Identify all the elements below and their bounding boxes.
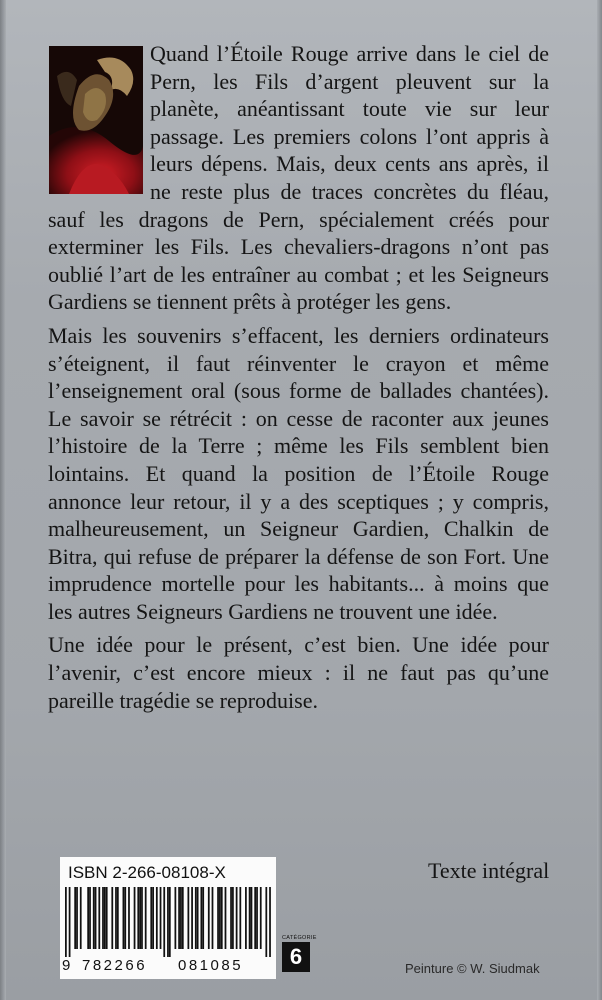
barcode-bar: [163, 887, 165, 957]
cover-left-edge: [0, 0, 6, 1000]
barcode-bar: [219, 887, 221, 949]
barcode-bar: [89, 887, 91, 949]
barcode-bar: [230, 887, 232, 949]
barcode-bar: [245, 887, 247, 949]
barcode-bar: [74, 887, 76, 949]
barcode-bar: [178, 887, 180, 949]
barcode-bar: [249, 887, 251, 949]
blurb-text: [48, 40, 549, 714]
barcode-bar: [102, 887, 104, 949]
barcode-bar: [160, 887, 162, 949]
category-badge: [282, 934, 317, 972]
barcode-bar: [145, 887, 147, 949]
barcode-bar: [217, 887, 219, 949]
barcode-bar: [117, 887, 119, 949]
barcode-bar: [254, 887, 256, 949]
barcode-bar: [98, 887, 100, 949]
blurb-paragraph-2: Mais les souvenirs s’effacent, les derniers ordinateurs s’éteignent, il faut réinventer le crayon et même l’enseignement oral (sous forme de ballades chantées). Le savoir se rétrécit : on cesse de raconter aux jeunes l’histoire de la Terre ; même les Fils semblent bien lointains. Et quand la position de l’Étoile Rouge annonce leur retour, il y a des sceptiques ; y compris, malheureusement, un Seigneur Gardien, Chalkin de Bitra, qui refuse de préparer la défense de son Fort. Une imprudence mortelle pour les habitants... à moins que les autres Seigneurs Gardiens ne trouvent une idée.: [48, 322, 549, 624]
illustration-credit: Peinture © W. Siudmak: [405, 961, 540, 976]
ean-left-digits: 782266: [82, 957, 148, 974]
barcode-bar: [208, 887, 210, 949]
barcode-bar: [87, 887, 89, 949]
barcode-bar: [106, 887, 108, 949]
barcode-bar: [202, 887, 204, 949]
barcode-bar: [156, 887, 158, 949]
category-number: 6: [282, 942, 310, 972]
barcode-bar: [95, 887, 97, 949]
barcode-bar: [236, 887, 238, 949]
isbn-barcode-box: [60, 857, 276, 979]
barcode-bar: [251, 887, 253, 949]
barcode-bar: [128, 887, 130, 949]
isbn-label: ISBN 2-266-08108-X: [68, 863, 226, 882]
barcode-bar: [76, 887, 78, 949]
blurb-paragraph-1: Quand l’Étoile Rouge arrive dans le ciel de Pern, les Fils d’argent pleuvent sur la planète, anéantissant toute vie sur leur passage. Les premiers colons l’ont appris à leurs dépens. Mais, deux cents ans après, il ne reste plus de traces concrètes du fléau, sauf les dragons de Pern, spécialement créés pour exterminer les Fils. Les chevaliers-dragons n’ont pas oublié l’art de les entraîner au combat ; et les Seigneurs Gardiens se tiennent prêts à protéger les gens.: [48, 41, 549, 315]
barcode-bar: [115, 887, 117, 949]
barcode-bar: [93, 887, 95, 949]
barcode-bar: [152, 887, 154, 949]
barcode-bar: [150, 887, 152, 949]
barcode-bar: [212, 887, 214, 949]
barcode-bar: [123, 887, 125, 949]
ean-first-digit: 9: [62, 957, 71, 974]
barcode-bar: [225, 887, 227, 949]
barcode-bar: [69, 887, 71, 957]
edition-note: Texte intégral: [428, 858, 550, 883]
barcode-bar: [221, 887, 223, 949]
blurb-paragraph-3: Une idée pour le présent, c’est bien. Une idée pour l’avenir, c’est encore mieux : il ne faut pas qu’une pareille tragédie se reproduise.: [48, 632, 549, 713]
barcode-bar: [175, 887, 177, 949]
barcode-bar: [265, 887, 267, 957]
ean-right-digits: 081085: [178, 957, 244, 974]
barcode-bar: [139, 887, 141, 949]
barcode-bar: [111, 887, 113, 949]
barcode-bar: [137, 887, 139, 949]
category-label: CATÉGORIE: [282, 935, 317, 941]
barcode-bar: [182, 887, 184, 949]
barcode-bar: [134, 887, 136, 949]
barcode-bar: [269, 887, 271, 957]
barcode-bar: [197, 887, 199, 949]
barcode-bar: [256, 887, 258, 949]
barcode-bar: [187, 887, 189, 949]
barcode-bar: [169, 887, 171, 957]
barcode-bar: [80, 887, 82, 949]
thumbnail-text-wrap-spacer: [48, 40, 150, 200]
barcode-bar: [104, 887, 106, 949]
barcode-bar: [180, 887, 182, 949]
barcode-bar: [141, 887, 143, 949]
barcode-bar: [191, 887, 193, 949]
barcode-bar: [232, 887, 234, 949]
barcode-bar: [195, 887, 197, 949]
barcode-bar: [200, 887, 202, 949]
barcode-bar: [260, 887, 262, 949]
barcode-bar: [239, 887, 241, 949]
cover-right-edge: [597, 0, 602, 1000]
barcode-bar: [124, 887, 126, 949]
barcode: [65, 887, 271, 957]
barcode-bar: [65, 887, 67, 957]
barcode-bar: [167, 887, 169, 957]
